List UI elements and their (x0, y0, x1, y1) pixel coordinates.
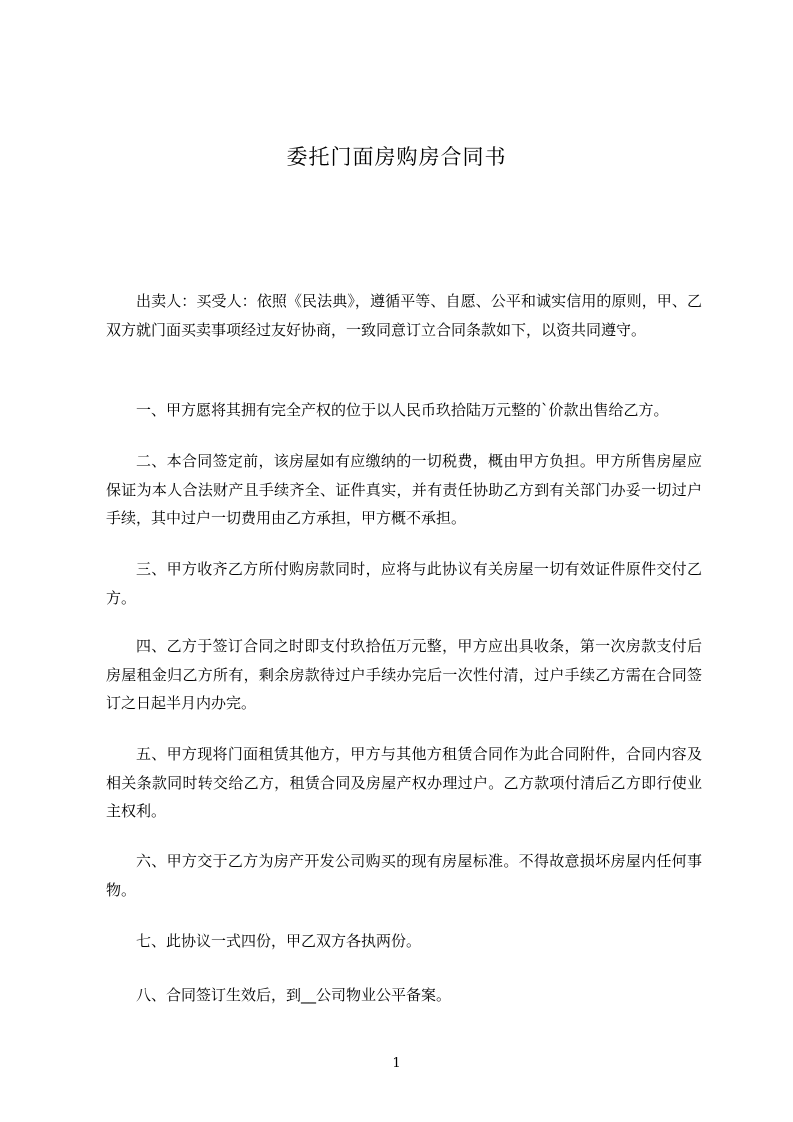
contract-clause-2 (106, 447, 702, 533)
paragraph-text: 出卖人：买受人：依照《民法典》，遵循平等、自愿、公平和诚实信用的原则，甲、乙双方就门面买卖事项经过友好协商，一致同意订立合同条款如下，以资共同遵守。 (106, 292, 702, 339)
paragraph-text: 一、甲方愿将其拥有完全产权的位于以人民币玖拾陆万元整的`价款出售给乙方。 (136, 401, 669, 419)
paragraph-text: 三、甲方收齐乙方所付购房款同时，应将与此协议有关房屋一切有效证件原件交付乙方。 (106, 560, 702, 607)
paragraph-text: 四、乙方于签订合同之时即支付玖拾伍万元整，甲方应出具收条，第一次房款支付后房屋租金归乙方所有，剩余房款待过户手续办完后一次性付清，过户手续乙方需在合同签订之日起半月内办完。 (106, 637, 702, 712)
contract-clause-6 (106, 847, 702, 904)
document-title: 委托门面房购房合同书 (286, 145, 507, 169)
contract-clause-3 (106, 555, 702, 612)
contract-paragraph-preamble (106, 287, 702, 344)
page-number: 1 (392, 1056, 401, 1071)
contract-clause-1 (106, 396, 702, 425)
contract-clause-5 (106, 740, 702, 826)
paragraph-text: 八、合同签订生效后，到__公司物业公平备案。 (136, 986, 452, 1004)
paragraph-text: 五、甲方现将门面租赁其他方，甲方与其他方租赁合同作为此合同附件，合同内容及相关条款同时转交给乙方，租赁合同及房屋产权办理过户。乙方款项付清后乙方即行使业主权利。 (106, 745, 702, 820)
contract-clause-4 (106, 632, 702, 718)
contract-clause-8 (106, 981, 702, 1010)
paragraph-text: 七、此协议一式四份，甲乙双方各执两份。 (136, 932, 422, 950)
contract-clause-7 (106, 927, 702, 956)
paragraph-text: 二、本合同签定前，该房屋如有应缴纳的一切税费，概由甲方负担。甲方所售房屋应保证为本人合法财产且手续齐全、证件真实，并有责任协助乙方到有关部门办妥一切过户手续，其中过户一切费用由乙方承担，甲方概不承担。 (106, 452, 702, 527)
paragraph-text: 六、甲方交于乙方为房产开发公司购买的现有房屋标准。不得故意损坏房屋内任何事物。 (106, 852, 702, 899)
